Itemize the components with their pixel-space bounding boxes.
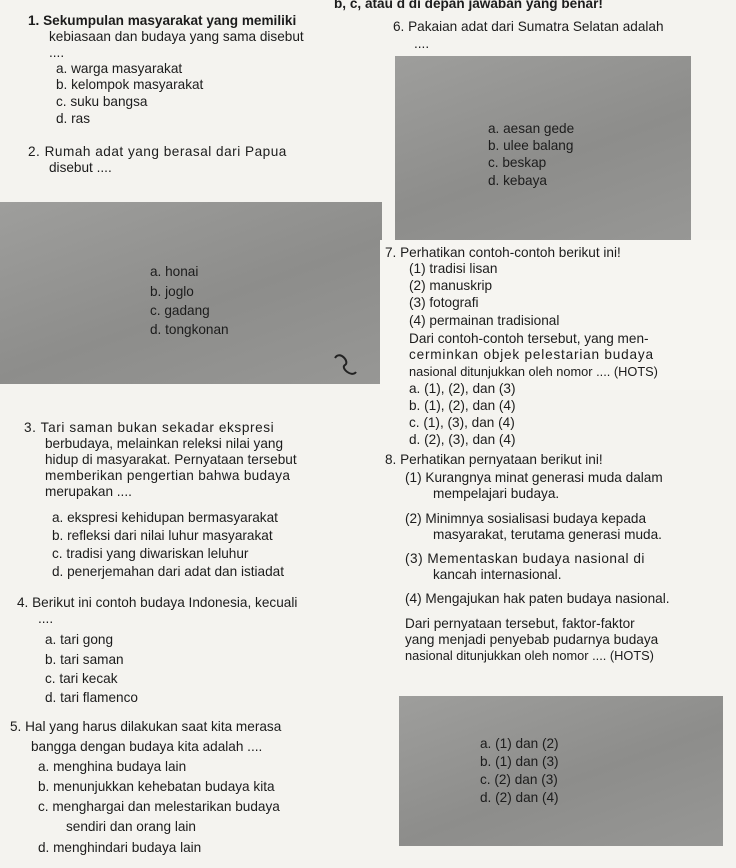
answer-option-d[interactable]: d. (2) dan (4) [480, 790, 559, 805]
list-item: (2) Minimnya sosialisasi budaya kepada [405, 511, 647, 526]
question-text: yang menjadi penyebab pudarnya budaya [405, 632, 659, 647]
question-text: nasional ditunjukkan oleh nomor .... (HOTS) [409, 364, 658, 379]
question-stem: disebut .... [49, 160, 112, 175]
question-text: Dari contoh-contoh tersebut, yang men- [409, 331, 649, 346]
answer-option-a[interactable]: a. aesan gede [488, 121, 575, 136]
answer-option-c[interactable]: c. suku bangsa [56, 94, 148, 109]
question-stem: 8. Perhatikan pernyataan berikut ini! [385, 452, 603, 467]
list-item: mempelajari budaya. [433, 486, 560, 501]
answer-option-b[interactable]: b. menunjukkan kehebatan budaya kita [38, 779, 275, 794]
answer-option-d[interactable]: d. menghindari budaya lain [38, 840, 202, 855]
answer-option-c[interactable]: c. tari kecak [45, 671, 118, 686]
list-item: (1) Kurangnya minat generasi muda dalam [405, 470, 663, 485]
question-stem: .... [49, 45, 65, 60]
answer-option-a[interactable]: a. ekspresi kehidupan bermasyarakat [52, 510, 278, 525]
answer-option-c[interactable]: c. (2) dan (3) [480, 772, 558, 787]
question-stem: 3. Tari saman bukan sekadar ekspresi [24, 420, 275, 435]
answer-option-b[interactable]: b. (1) dan (3) [480, 754, 559, 769]
answer-option-b[interactable]: b. kelompok masyarakat [56, 77, 204, 92]
swirl-doodle-icon [330, 350, 360, 380]
answer-option-b[interactable]: b. ulee balang [488, 138, 574, 153]
answer-option-c[interactable]: c. (1), (3), dan (4) [409, 415, 515, 430]
list-item: (3) fotografi [409, 295, 479, 310]
answer-option-a[interactable]: a. (1) dan (2) [480, 736, 559, 751]
question-stem: 6. Pakaian adat dari Sumatra Selatan adalah [393, 19, 664, 34]
question-stem: bangga dengan budaya kita adalah .... [31, 739, 263, 754]
answer-option-d[interactable]: d. penerjemahan dari adat dan istiadat [52, 564, 285, 579]
question-text: nasional ditunjukkan oleh nomor .... (HOTS) [405, 648, 654, 663]
answer-option-a[interactable]: a. warga masyarakat [56, 61, 183, 76]
answer-option-a[interactable]: a. honai [150, 264, 199, 279]
question-stem: 7. Perhatikan contoh-contoh berikut ini! [385, 245, 621, 260]
list-item: (3) Mementaskan budaya nasional di [405, 551, 645, 566]
answer-option-c[interactable]: c. beskap [488, 155, 547, 170]
answer-option-d[interactable]: d. ras [56, 111, 90, 126]
list-item: (2) manuskrip [409, 278, 493, 293]
list-item: (1) tradisi lisan [409, 261, 498, 276]
question-stem: kebiasaan dan budaya yang sama disebut [49, 29, 304, 44]
answer-option-b[interactable]: b. tari saman [45, 652, 124, 667]
instruction-header: b, c, atau d di depan jawaban yang benar! [334, 0, 603, 11]
answer-option-c-cont: sendiri dan orang lain [66, 819, 196, 834]
answer-option-b[interactable]: b. refleksi dari nilai luhur masyarakat [52, 528, 273, 543]
answer-option-a[interactable]: a. tari gong [45, 632, 114, 647]
answer-option-d[interactable]: d. (2), (3), dan (4) [409, 432, 516, 447]
list-item: masyarakat, terutama generasi muda. [433, 527, 662, 542]
question-stem: .... [414, 36, 430, 51]
answer-option-a[interactable]: a. (1), (2), dan (3) [409, 381, 516, 396]
question-stem: memberikan pengertian bahwa budaya [45, 468, 291, 483]
answer-option-d[interactable]: d. tari flamenco [45, 690, 138, 705]
answer-option-b[interactable]: b. joglo [150, 284, 194, 299]
question-stem: hidup di masyarakat. Pernyataan tersebut [45, 452, 297, 467]
list-item: (4) Mengajukan hak paten budaya nasional. [405, 591, 670, 606]
answer-option-a[interactable]: a. menghina budaya lain [38, 759, 187, 774]
list-item: (4) permainan tradisional [409, 313, 560, 328]
question-stem: .... [38, 611, 54, 626]
question-stem: 1. Sekumpulan masyarakat yang memiliki [28, 13, 297, 28]
question-stem: 5. Hal yang harus dilakukan saat kita merasa [10, 719, 282, 734]
q8-options-overlay [399, 696, 723, 846]
answer-option-d[interactable]: d. kebaya [488, 173, 547, 188]
answer-option-c[interactable]: c. menghargai dan melestarikan budaya [38, 799, 280, 814]
question-stem: merupakan .... [45, 484, 132, 499]
answer-option-b[interactable]: b. (1), (2), dan (4) [409, 398, 516, 413]
question-stem: 4. Berikut ini contoh budaya Indonesia, kecuali [17, 595, 298, 610]
question-stem: berbudaya, melainkan releksi nilai yang [45, 436, 284, 451]
answer-option-c[interactable]: c. tradisi yang diwariskan leluhur [52, 546, 249, 561]
answer-option-c[interactable]: c. gadang [150, 303, 210, 318]
list-item: kancah internasional. [433, 567, 562, 582]
question-stem: 2. Rumah adat yang berasal dari Papua [28, 144, 287, 159]
question-text: Dari pernyataan tersebut, faktor-faktor [405, 616, 635, 631]
question-text: cerminkan objek pelestarian budaya [409, 347, 654, 362]
answer-option-d[interactable]: d. tongkonan [150, 322, 229, 337]
